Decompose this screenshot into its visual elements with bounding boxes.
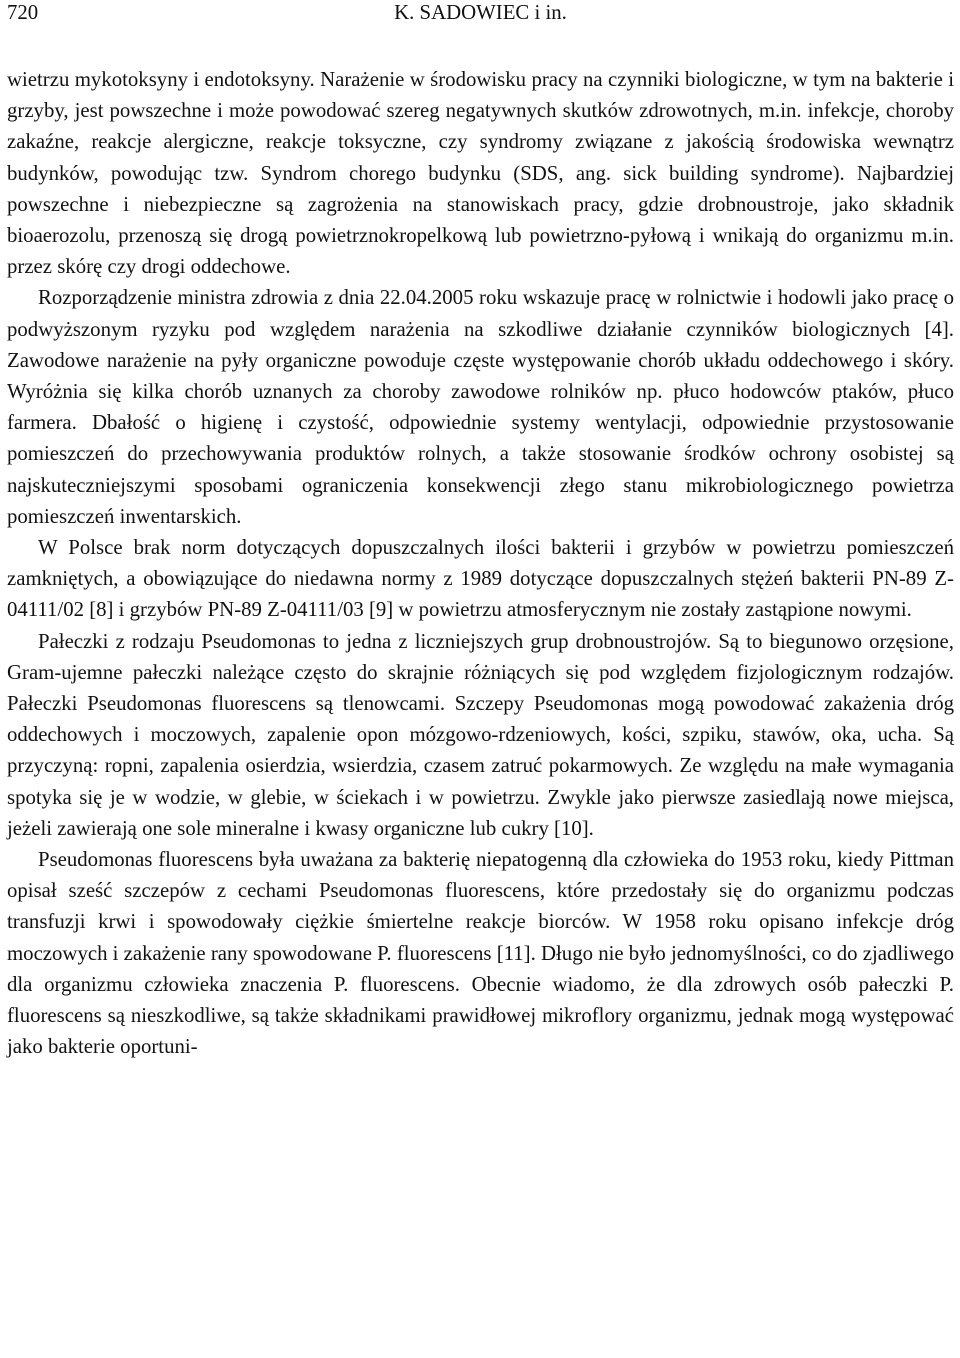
document-page (0, 2, 960, 1358)
paragraph-4: Pałeczki z rodzaju Pseudomonas to jedna z liczniejszych grup drobnoustrojów. Są to biegunowo orzęsione, Gram-ujemne pałeczki należące często do skrajnie różniących się pod względem fizjologicznym rodzajów. Pałeczki Pseudomonas fluorescens są tlenowcami. Szczepy Pseudomonas mogą powodować zakażenia dróg oddechowych i moczowych, zapalenie opon mózgowo-rdzeniowych, kości, szpiku, stawów, oka, ucha. Są przyczyną: ropni, zapalenia osierdzia, wsierdzia, czasem zatruć pokarmowych. Ze względu na małe wymagania spotyka się je w wodzie, w glebie, w ściekach i w powietrzu. Zwykle jako pierwsze zasiedlają nowe miejsca, jeżeli zawierają one sole mineralne i kwasy organiczne lub cukry [10]. (7, 629, 954, 840)
paragraph-3: W Polsce brak norm dotyczących dopuszczalnych ilości bakterii i grzybów w powietrzu pomieszczeń zamkniętych, a obowiązujące do niedawna normy z 1989 dotyczące dopuszczalnych stężeń bakterii PN-89 Z-04111/02 [8] i grzybów PN-89 Z-04111/03 [9] w powietrzu atmosferycznym nie zostały zastąpione nowymi. (7, 536, 954, 622)
page-number: 720 (7, 1, 39, 24)
running-head: K. SADOWIEC i in. (394, 1, 567, 24)
paragraph-1: wietrzu mykotoksyny i endotoksyny. Narażenie w środowisku pracy na czynniki biologiczne, w tym na bakterie i grzyby, jest powszechne i może powodować szereg negatywnych skutków zdrowotnych, m.in. infekcje, choroby zakaźne, reakcje alergiczne, reakcje toksyczne, czy syndromy związane z jakością środowiska wewnątrz budynków, powodując tzw. Syndrom chorego budynku (SDS, ang. sick building syndrome). Najbardziej powszechne i niebezpieczne są zagrożenia na stanowiskach pracy, gdzie drobnoustroje, jako składnik bioaerozolu, przenoszą się drogą powietrznokropelkową lub powietrzno-pyłową i wnikają do organizmu m.in. przez skórę czy drogi oddechowe. (7, 68, 954, 279)
page-header (7, 2, 954, 33)
paragraph-5: Pseudomonas fluorescens była uważana za bakterię niepatogenną dla człowieka do 1953 roku, kiedy Pittman opisał sześć szczepów z cechami Pseudomonas fluorescens, które przedostały się do organizmu podczas transfuzji krwi i spowodowały ciężkie śmiertelne reakcje biorców. W 1958 roku opisano infekcje dróg moczowych i zakażenie rany spowodowane P. fluorescens [11]. Długo nie było jednomyślności, co do zjadliwego dla organizmu człowieka znaczenia P. fluorescens. Obecnie wiadomo, że dla zdrowych osób pałeczki P. fluorescens są nieszkodliwe, są także składnikami prawidłowej mikroflory organizmu, jednak mogą występować jako bakterie oportuni- (7, 848, 954, 1059)
body-text (7, 64, 954, 1063)
paragraph-2: Rozporządzenie ministra zdrowia z dnia 22.04.2005 roku wskazuje pracę w rolnictwie i hodowli jako pracę o podwyższonym ryzyku pod względem narażenia na szkodliwe działanie czynników biologicznych [4]. Zawodowe narażenie na pyły organiczne powoduje częste występowanie chorób układu oddechowego i skóry. Wyróżnia się kilka chorób uznanych za choroby zawodowe rolników np. płuco hodowców ptaków, płuco farmera. Dbałość o higienę i czystość, odpowiednie systemy wentylacji, odpowiednie przystosowanie pomieszczeń do przechowywania produktów rolnych, a także stosowanie środków ochrony osobistej są najskuteczniejszymi sposobami ograniczenia konsekwencji złego stanu mikrobiologicznego powietrza pomieszczeń inwentarskich. (7, 286, 954, 528)
